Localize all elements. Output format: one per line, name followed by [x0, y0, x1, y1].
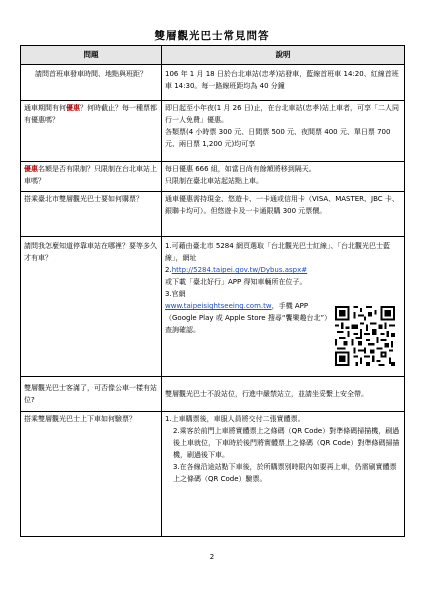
answer-text: 1.上車購票後，車服人員將交付二張實體票。 — [165, 415, 305, 423]
question-cell — [21, 65, 162, 101]
question-text-suffix: ？何時截止？每一種票都有優惠嗎？ — [24, 104, 157, 124]
answer-text: 各類票(4 小時票 300 元、日間票 500 元、夜間票 400 元、單日票 700 元、兩日票 1,200 元)均可享 — [165, 128, 391, 148]
answer-text: ，手機 APP（Google Play 或 Apple Store 搜尋“饗樂趣台北”）查詢確認。 — [165, 302, 332, 334]
official-website-link[interactable]: www.taipeisightseeing.com.tw — [165, 302, 272, 310]
question-cell — [21, 192, 162, 237]
answer-text: 1.可藉由臺北市 5284 網頁選取「台北觀光巴士紅線」、「台北觀光巴士藍線」，網址 — [165, 242, 390, 262]
table-row — [21, 65, 405, 101]
faq-table — [20, 45, 405, 537]
question-text-suffix: 名額是否有限制？只限制在台北車站上車嗎？ — [24, 165, 157, 185]
answer-cell — [162, 412, 405, 537]
question-cell — [21, 377, 162, 412]
answer-cell — [162, 192, 405, 237]
qr-code-icon — [335, 306, 395, 366]
answer-text: 雙層觀光巴士不設站位，行進中嚴禁站立，並請坐妥繫上安全帶。 — [165, 390, 368, 398]
answer-text: 通車優惠需持現金、悠遊卡、一卡通或信用卡（VISA、MASTER、JBC 卡、銀聯卡均可）。但悠遊卡及一卡通限購 300 元票價。 — [165, 195, 399, 215]
question-highlight: 優惠 — [24, 165, 38, 173]
document-title: 雙層觀光巴士常見問答 — [154, 30, 270, 42]
question-text: 請問首班車發車時間、地點與班距？ — [35, 70, 147, 78]
table-row — [21, 101, 405, 162]
answer-item-number: 2. — [165, 266, 172, 274]
question-text: 搭乘臺北市雙層觀光巴士要如何購票？ — [24, 195, 143, 203]
question-cell — [21, 101, 162, 162]
question-highlight: 優惠 — [66, 104, 80, 112]
question-cell — [21, 162, 162, 192]
answer-text: 2.乘客於前門上車將實體票上之條碼（QR Code）對準條碼掃描機，刷過後上車就位，下車時於後門將實體票上之條碼（QR Code）對準條碼掃描機，刷過後下車。 — [173, 427, 400, 459]
header-answer: 說明 — [162, 46, 405, 65]
question-text: 請問我怎麼知道停靠車站在哪裡？要等多久才有車？ — [24, 242, 157, 262]
answer-text: 只限制在臺北車站起站點上車。 — [165, 177, 263, 185]
question-cell — [21, 237, 162, 377]
answer-text: 3.在各線沿途站點下車後，於所購票別時限內如要再上車，仍需刷實體票上之條碼（QR Code）驗票。 — [173, 463, 397, 483]
table-row — [21, 377, 405, 412]
answer-item-number: 3.官網 — [165, 290, 186, 298]
table-row — [21, 192, 405, 237]
table-row — [21, 412, 405, 537]
answer-cell — [162, 101, 405, 162]
answer-cell — [162, 162, 405, 192]
answer-cell — [162, 65, 405, 101]
header-question: 問題 — [21, 46, 162, 65]
table-row — [21, 162, 405, 192]
answer-text: 每日優惠 666 組，如當日尚有餘額將移到隔天。 — [165, 165, 316, 173]
question-text-prefix: 通車期間有何 — [24, 104, 66, 112]
table-header-row — [21, 46, 405, 65]
question-cell — [21, 412, 162, 537]
answer-text: 106 年 1 月 18 日於台北車站(忠孝)站發車，藍線首班車 14:20、紅線首班車 14:30。每一路線班距均為 40 分鐘 — [165, 70, 399, 90]
answer-text: 即日起至小年夜(1 月 26 日)止，在台北車站(忠孝)站上車者，可享「二人同行一人免費」優惠。 — [165, 104, 399, 124]
answer-cell — [162, 237, 405, 377]
answer-cell — [162, 377, 405, 412]
question-text: 搭乘雙層觀光巴士上下車如何驗票？ — [24, 415, 136, 423]
page-number: 2 — [209, 553, 215, 561]
answer-text: 或下載「臺北好行」APP 得知車輛所在位子。 — [165, 278, 307, 286]
table-row — [21, 237, 405, 377]
question-text: 雙層觀光巴士客滿了，可否像公車一樣有站位? — [24, 384, 157, 404]
bus-tracking-link[interactable]: http://5284.taipei.gov.tw/Dybus.aspx# — [171, 266, 308, 274]
